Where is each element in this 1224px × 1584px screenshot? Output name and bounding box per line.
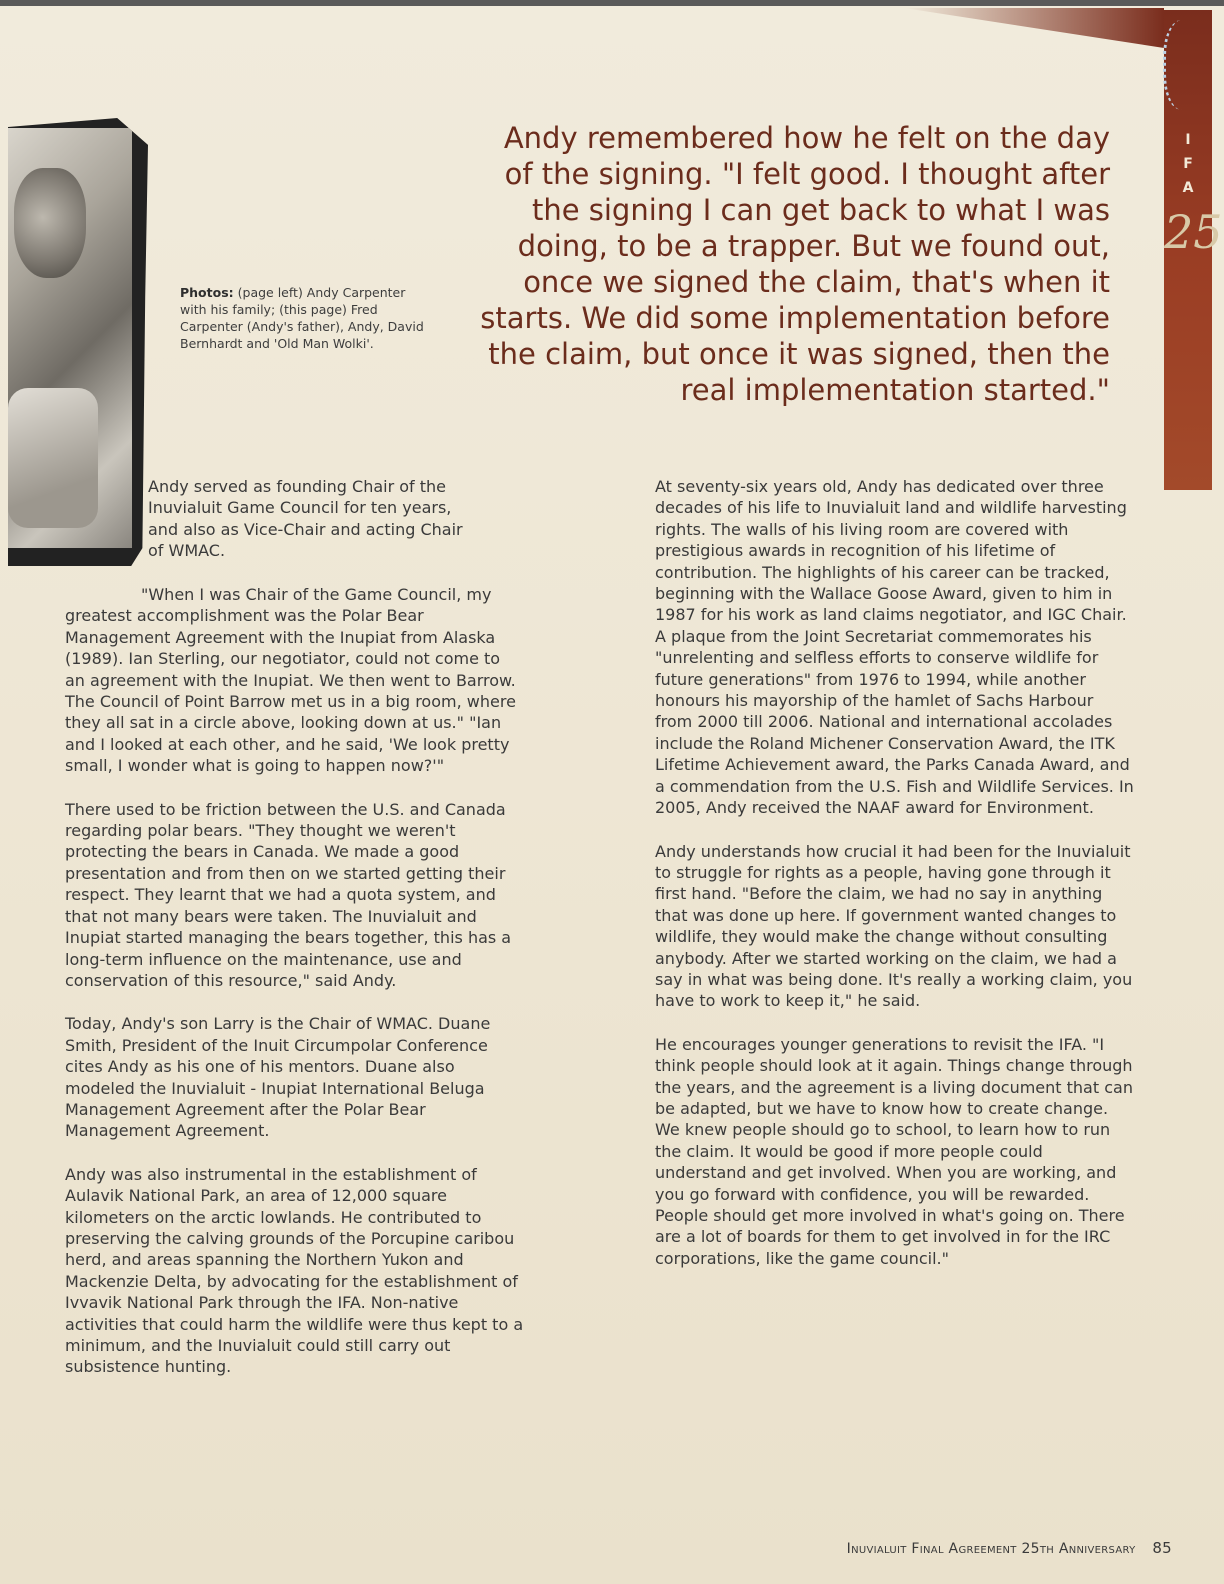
tab-letter: A — [1182, 180, 1194, 196]
tab-letter: F — [1183, 156, 1193, 172]
right-column — [655, 476, 1135, 1291]
paragraph: Andy understands how crucial it had been for the Inuvialuit to struggle for rights as a people, having gone through it first hand. "Before the claim, we had no say in anything that was done up here. If government wanted changes to wildlife, they would make the change without consulting anybody. After we started working on the claim, we had a say in what was being done. It's really a working claim, you have to work to keep it," he said. — [655, 841, 1133, 1011]
paragraph: Today, Andy's son Larry is the Chair of WMAC. Duane Smith, President of the Inuit Circumpolar Conference cites Andy as his one of his mentors. Duane also modeled the Inuvialuit - Inupiat International Beluga Management Agreement after the Polar Bear Management Agreement. — [65, 1014, 491, 1141]
left-intro — [148, 476, 468, 584]
left-column — [65, 584, 525, 1400]
photo-image — [8, 128, 132, 548]
intro-paragraph: Andy served as founding Chair of the Inuvialuit Game Council for ten years, and also as Vice-Chair and acting Chair of WMAC. — [148, 477, 463, 561]
top-rule — [0, 0, 1224, 6]
paragraph: There used to be friction between the U.S. and Canada regarding polar bears. "They thought we weren't protecting the bears in Canada. We made a good presentation and from then on we started getting their respect. They learnt that we had a quota system, and that not many bears were taken. The Inuvialuit and Inupiat started managing the bears together, this has a long-term influence on the maintenance, use and conservation of this resource," said Andy. — [65, 799, 512, 990]
photo-face — [14, 168, 86, 278]
page-footer — [847, 1539, 1172, 1557]
tab-letters — [1164, 128, 1212, 200]
paragraph: At seventy-six years old, Andy has dedicated over three decades of his life to Inuvialuit land and wildlife harvesting rights. The walls of his living room are covered with prestigious awards in recognition of his lifetime of contribution. The highlights of his career can be tracked, beginning with the Wallace Goose Award, given to him in 1987 for his work as land claims negotiator, and IGC Chair. A plaque from the Joint Secretariat commemorates his "unrelenting and selfless efforts to conserve wildlife for future generations" from 1976 to 1994, while another honours his mayorship of the hamlet of Sachs Harbour from 2000 till 2006. National and international accolades include the Roland Michener Conservation Award, the ITK Lifetime Achievement award, the Parks Canada Award, and a commendation from the U.S. Fish and Wildlife Services. In 2005, Andy received the NAAF award for Environment. — [655, 477, 1134, 818]
tab-letter: I — [1185, 132, 1191, 148]
footer-title: Inuvialuit Final Agreement 25th Anniversary — [846, 1541, 1136, 1557]
page-number: 85 — [1152, 1539, 1172, 1557]
caption-text: (page left) Andy Carpenter with his family; (this page) Fred Carpenter (Andy's father), Andy, David Bernhardt and 'Old Man Wolki'. — [180, 285, 424, 351]
paragraph: Andy was also instrumental in the establishment of Aulavik National Park, an area of 12,000 square kilometers on the arctic lowlands. He contributed to preserving the calving grounds of the Porcupine caribou herd, and areas spanning the Northern Yukon and Mackenzie Delta, by advocating for the establishment of Ivvavik National Park through the IFA. Non-native activities that could harm the wildlife were thus kept to a minimum, and the Inuvialuit could still carry out subsistence hunting. — [65, 1164, 524, 1377]
photo-caption — [180, 284, 430, 352]
tab-number: 25 — [1164, 205, 1223, 259]
historical-photo — [8, 118, 148, 566]
paragraph: "When I was Chair of the Game Council, my greatest accomplishment was the Polar Bear Management Agreement with the Inupiat from Alaska (1989). Ian Sterling, our negotiator, could not come to an agreement with the Inupiat. We then went to Barrow. The Council of Point Barrow met us in a big room, where they all sat in a circle above, looking down at us." "Ian and I looked at each other, and he said, 'We look pretty small, I wonder what is going to happen now?'" — [65, 585, 516, 776]
pull-quote: Andy remembered how he felt on the day of the signing. "I felt good. I thought after the signing I can get back to what I was doing, to be a trapper. But we found out, once we signed the claim, that's when it starts. We did some implementation before the claim, but once it was signed, then the real implementation started." — [480, 121, 1110, 407]
paragraph: He encourages younger generations to revisit the IFA. "I think people should look at it again. Things change through the years, and the agreement is a living document that can be adapted, but we have to know how to create change. We knew people should go to school, to learn how to run the claim. It would be good if more people could understand and get involved. When you are working, and you go forward with confidence, you will be rewarded. People should get more involved in what's going on. There are a lot of boards for them to get involved in for the IRC corporations, like the game council." — [655, 1034, 1133, 1268]
photo-arm — [8, 388, 98, 528]
tab-flap — [904, 8, 1164, 48]
bird-emblem-icon — [1163, 20, 1210, 110]
caption-label: Photos: — [180, 285, 234, 300]
